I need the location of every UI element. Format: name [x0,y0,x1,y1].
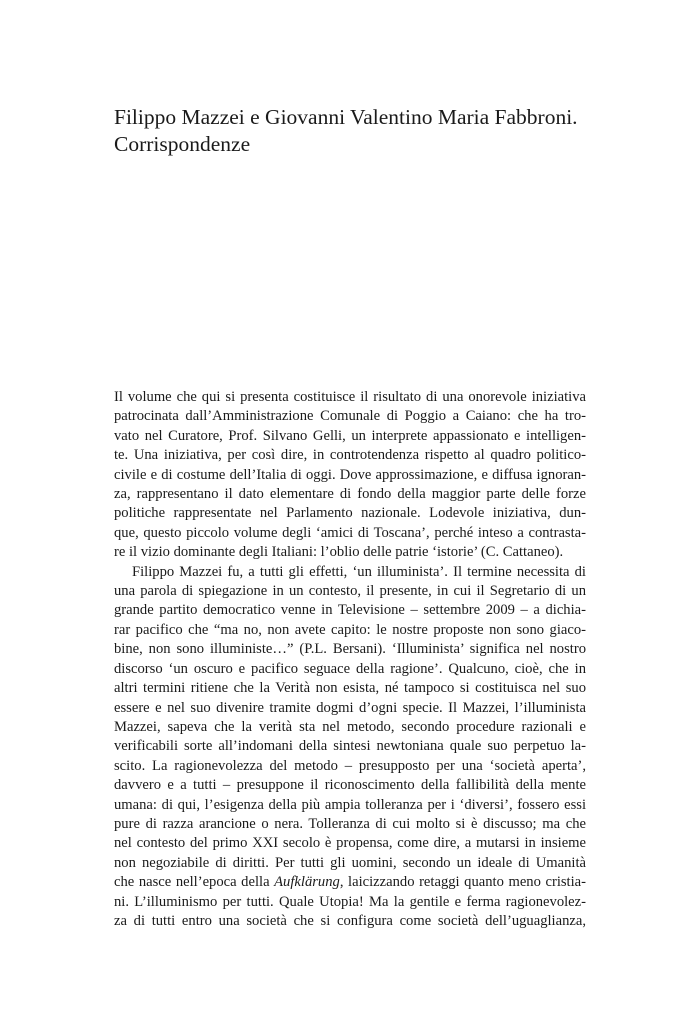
text-line: verificabili sorte all’indomani della sintesi newtoniana quale suo perpetuo la- [114,738,586,755]
text-line: que, questo piccolo volume degli ‘amici di Toscana’, perché inteso a contrasta- [114,524,586,541]
document-title [114,104,584,158]
text-line: ni. L’illuminismo per tutti. Quale Utopia! Ma la gentile e ferma ragionevolez- [114,893,586,910]
text-line: vato nel Curatore, Prof. Silvano Gelli, un interprete appassionato e intelligen- [114,427,586,444]
text-line: umana: di qui, l’esigenza della più ampia tolleranza per i ‘diversi’, fossero essi [114,796,586,813]
title-line-1: Filippo Mazzei e Giovanni Valentino Maria Fabbroni. [114,105,578,129]
italic-term: Aufklärung [274,874,340,891]
title-line-2: Corrispondenze [114,132,251,156]
text-line: re il vizio dominante degli Italiani: l’oblio delle patrie ‘istorie’ (C. Cattaneo). [114,544,564,561]
text-line: za, rappresentano il dato elementare di fondo della maggior parte delle forze [114,486,586,503]
text-line: non negoziabile di diritti. Per tutti gli uomini, secondo un ideale di Umanità [114,854,586,871]
text-line: davvero e a tutti – presuppone il riconoscimento della fallibilità della mente [114,777,586,794]
body-text [114,388,586,931]
text-line: Filippo Mazzei fu, a tutti gli effetti, ‘un illuminista’. Il termine necessita di [132,563,586,580]
text-line: politiche rappresentate nel Parlamento nazionale. Lodevole iniziativa, dun- [114,505,586,522]
text-segment: , laicizzando retaggi quanto meno cristia- [339,874,586,891]
text-line: za di tutti entro una società che si configura come società dell’uguaglianza, [114,912,586,929]
text-line [114,873,586,892]
text-line: civile e di costume dell’Italia di oggi. Dove approssimazione, e diffusa ignoran- [114,466,586,483]
text-line: bine, non sono illuministe…” (P.L. Bersani). ‘Illuminista’ significa nel nostro [114,641,586,658]
text-line: discorso ‘un oscuro e pacifico seguace della ragione’. Qualcuno, cioè, che in [114,660,586,677]
text-line: una parola di spiegazione in un contesto, il presente, in cui il Segretario di un [114,583,586,600]
text-segment: che nasce nell’epoca della [114,874,275,891]
text-line: te. Una iniziativa, per così dire, in controtendenza rispetto al quadro politico- [114,447,586,464]
text-line: scito. La ragionevolezza del metodo – presupposto per una ‘società aperta’, [114,757,586,774]
text-line: altri termini ritiene che la Verità non esista, né tampoco si costituisca nel suo [114,680,586,697]
text-line: nel contesto del primo XXI secolo è propensa, come dire, a mutarsi in insieme [114,835,586,852]
text-line: Mazzei, sapeva che la verità sta nel metodo, secondo procedure razionali e [114,718,586,735]
text-line: Il volume che qui si presenta costituisce il risultato di una onorevole iniziativa [114,389,586,405]
text-line: essere e nel suo divenire tramite dogmi d’ogni specie. Il Mazzei, l’illuminista [114,699,586,716]
text-line: grande partito democratico venne in Televisione – settembre 2009 – a dichia- [114,602,586,619]
text-line: patrocinata dall’Amministrazione Comunale di Poggio a Caiano: che ha tro- [114,408,586,425]
text-line: rar pacifico che “ma no, non avete capito: le nostre proposte non sono giaco- [114,621,586,638]
text-line: pure di razza arancione o nera. Tolleranza di cui molto si è discusso; ma che [114,815,586,832]
